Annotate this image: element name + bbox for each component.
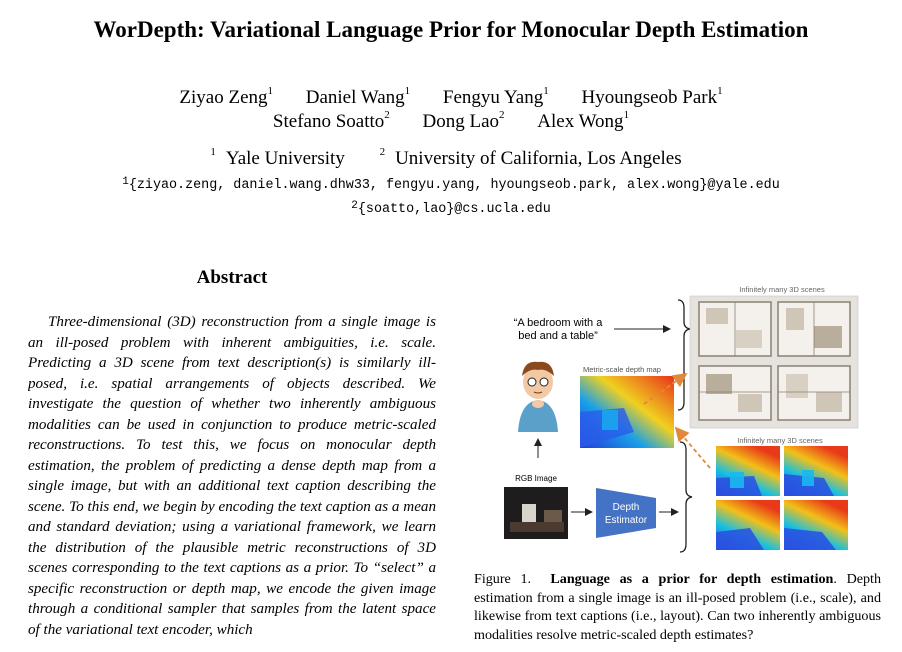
- brace-top: [678, 300, 690, 410]
- caption-prefix: Figure 1.: [474, 571, 532, 587]
- abstract-heading: Abstract: [196, 267, 268, 288]
- author: Daniel Wang$^1$: [305, 85, 411, 108]
- brace-bottom: [680, 442, 692, 552]
- quote-line-1: “A bedroom with a: [513, 317, 603, 329]
- caption-rest: . Depth estimation from a single image is an ill-posed problem (i.e., scale), and likewise from text captions (i.e., layout). Can two inherently ambiguous modalities resolve metric-scaled depth estimates?: [474, 571, 882, 643]
- depth-estimator-block: [596, 488, 656, 538]
- caption-bold: Language as a prior for depth estimation: [550, 571, 834, 587]
- author: Dong Lao$^2$: [422, 109, 505, 132]
- label-rgb-image: RGB Image: [515, 474, 557, 483]
- label-bottom-scenes: Infinitely many 3D scenes: [737, 436, 823, 445]
- label-depth-map: Metric-scale depth map: [583, 365, 661, 374]
- author: Ziyao Zeng$^1$: [179, 85, 273, 108]
- affiliation: $^1$ Yale University: [210, 146, 345, 169]
- depth-grid: [716, 446, 848, 550]
- quote-line-2: bed and a table”: [518, 330, 598, 342]
- affiliation: $^2$ University of California, Los Angeles: [379, 146, 682, 169]
- figure-1: [474, 282, 884, 564]
- email-line-1: $^1${ziyao.zeng, daniel.wang.dhw33, fengyu.yang, hyoungseob.park, alex.wong}@yale.edu: [122, 176, 780, 193]
- figure-diagram: [474, 282, 884, 564]
- estimator-label-2: Estimator: [604, 515, 648, 526]
- paper-title: WorDepth: Variational Language Prior for Monocular Depth Estimation: [93, 17, 809, 42]
- figure-caption: [474, 570, 881, 644]
- author-row-2: [0, 111, 902, 133]
- abstract-text: Three-dimensional (3D) reconstruction from a single image is an ill-posed problem with inherent ambiguities, i.e. scale. Predicting a 3D scene from text description(s) is similarly ill-posed, i.e. spatial arrangements of objects described. We investigate the question of whether two inherently ambiguous modalities can be used in conjunction to produce metric-scaled reconstructions. To test this, we focus on monocular depth estimation, the problem of predicting a dense depth map from a single image, but with an additional text caption describing the scene. To this end, we begin by encoding the text caption as a mean and standard deviation; using a variational framework, we learn the distribution of the plausible metric reconstructions of 3D scenes corresponding to the text captions as a prior. To “select” a specific reconstruction or depth map, we encode the given image through a conditional sampler that samples from the latent space of the variational text encoder, which: [28, 314, 436, 638]
- person-thinking-icon: [518, 362, 558, 432]
- author: Hyoungseob Park$^1$: [581, 85, 723, 108]
- affiliations: [0, 148, 902, 170]
- estimator-label-1: Depth: [612, 502, 640, 513]
- dashed-arrow-down: [676, 428, 710, 468]
- author-row-1: [0, 87, 902, 109]
- author: Alex Wong$^1$: [537, 109, 630, 132]
- label-top-scenes: Infinitely many 3D scenes: [739, 285, 825, 294]
- email-line-2: $^2${soatto,lao}@cs.ucla.edu: [351, 200, 551, 217]
- author: Fengyu Yang$^1$: [442, 85, 549, 108]
- author: Stefano Soatto$^2$: [272, 109, 390, 132]
